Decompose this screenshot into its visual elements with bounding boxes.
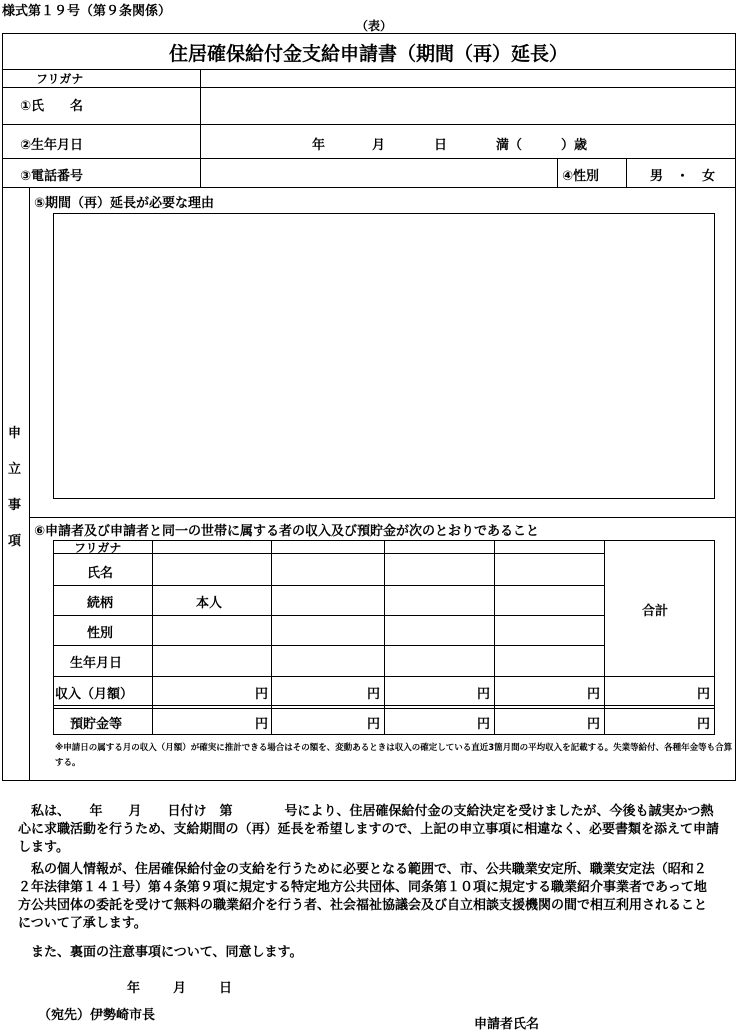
date-year: 年 xyxy=(127,981,141,996)
applicant-name-label: 申請者氏名 xyxy=(474,1017,540,1032)
total-label: 合計 xyxy=(642,604,669,619)
yen-unit: 円 xyxy=(587,687,601,702)
gender-label: ④性別 xyxy=(562,169,600,184)
reason-textarea[interactable] xyxy=(53,213,715,499)
dob-age: 満（ ）歳 xyxy=(496,138,588,153)
form-title: 住居確保給付金支給申請書（期間（再）延長） xyxy=(168,43,568,65)
form-id: 様式第１９号（第９条関係） xyxy=(2,4,172,19)
row-label-relation: 続柄 xyxy=(87,596,114,611)
yen-unit: 円 xyxy=(255,717,269,732)
row-label-dob: 生年月日 xyxy=(70,656,123,671)
dob-label: ②生年月日 xyxy=(20,138,84,153)
date-day: 日 xyxy=(219,981,233,996)
side-label: （表） xyxy=(356,19,393,33)
statement-request: 私は、 年 月 日付け 第 号により、住居確保給付金の支給決定を受けましたが、今後も誠実かつ熱心に求職活動を行うため、支給期間の（再）延長を希望しますので、上記の申立事項に相違なく、必要書類を添えて申請します。 xyxy=(18,804,719,855)
phone-input[interactable] xyxy=(201,159,558,187)
statement-consent: また、裏面の注意事項について、同意します。 xyxy=(31,945,303,960)
side-char-2: 立 xyxy=(8,462,22,477)
furigana-label: フリガナ xyxy=(36,72,84,86)
side-char-4: 項 xyxy=(8,534,22,549)
savings-label: 預貯金等 xyxy=(70,717,123,732)
self-label: 本人 xyxy=(196,596,223,611)
statement-privacy: 私の個人情報が、住居確保給付金の支給を行うために必要となる範囲で、市、公共職業安定所、職業安定法（昭和２２年法律第１４１号）第４条第９項に規定する特定地方公共団体、同条第１０項に規定する職業紹介事業者であって地方公共団体の委託を受けて無料の職業紹介を行う者、社会福祉協議会及び自立相談支援機関の間で相互利用されることについて了承します。 xyxy=(18,862,708,931)
table-furigana-label: フリガナ xyxy=(74,541,122,555)
yen-unit: 円 xyxy=(367,687,381,702)
side-char-3: 事 xyxy=(8,498,22,513)
yen-unit: 円 xyxy=(697,687,711,702)
dob-year: 年 xyxy=(312,138,326,153)
row-label-name: 氏名 xyxy=(87,566,114,581)
yen-unit: 円 xyxy=(367,717,381,732)
income-heading: ⑥申請者及び申請者と同一の世帯に属する者の収入及び預貯金が次のとおりであること xyxy=(34,524,540,539)
furigana-input[interactable] xyxy=(201,70,735,87)
name-input[interactable] xyxy=(201,88,735,124)
yen-unit: 円 xyxy=(477,717,491,732)
dob-day: 日 xyxy=(434,138,448,153)
yen-unit: 円 xyxy=(255,687,269,702)
yen-unit: 円 xyxy=(477,687,491,702)
date-month: 月 xyxy=(173,981,187,996)
income-note: ※申請日の属する月の収入（月額）が確実に推計できる場合はその額を、変動あるときは収入の確定している直近3箇月間の平均収入を記載する。失業等給付、各種年金等も合算する。 xyxy=(55,743,733,768)
name-label: ①氏 名 xyxy=(20,99,84,114)
dob-month: 月 xyxy=(372,138,386,153)
side-char-1: 申 xyxy=(8,426,22,441)
income-label: 収入（月額） xyxy=(55,687,134,702)
yen-unit: 円 xyxy=(697,717,711,732)
phone-label: ③電話番号 xyxy=(20,169,84,184)
yen-unit: 円 xyxy=(587,717,601,732)
addressee: （宛先）伊勢崎市長 xyxy=(38,1008,156,1023)
row-label-gender: 性別 xyxy=(87,626,114,641)
gender-options[interactable]: 男 ・ 女 xyxy=(650,169,716,184)
reason-label: ⑤期間（再）延長が必要な理由 xyxy=(34,196,215,211)
